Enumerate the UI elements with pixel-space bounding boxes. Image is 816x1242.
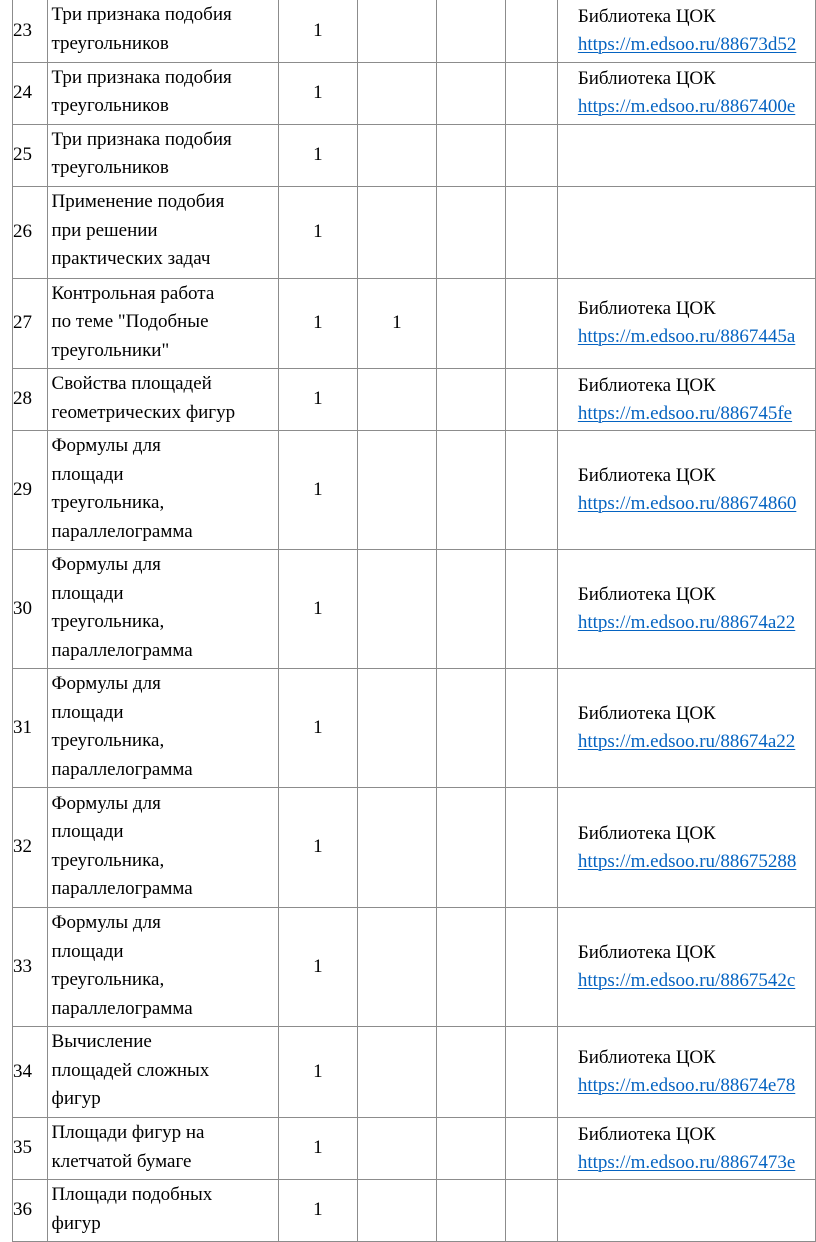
hours-cell xyxy=(278,908,357,1027)
date-cell xyxy=(506,1027,558,1118)
lesson-topic: Формулы для площади треугольника, параллелограмма xyxy=(51,792,193,899)
lesson-topic-cell xyxy=(47,278,278,369)
resource-cell xyxy=(557,788,815,908)
library-label: Библиотека ЦОК xyxy=(577,68,716,89)
control-work-value: 1 xyxy=(392,312,402,333)
practical-work-cell xyxy=(436,1180,505,1242)
hours-cell xyxy=(278,1027,357,1118)
control-work-cell xyxy=(357,0,436,62)
date-cell xyxy=(506,669,558,788)
date-cell xyxy=(506,124,558,186)
resource-link[interactable]: https://m.edsoo.ru/88673d52 xyxy=(577,33,797,55)
resource-link[interactable]: https://m.edsoo.ru/8867542c xyxy=(577,970,796,991)
lesson-number-cell xyxy=(13,62,48,124)
lesson-topic-cell xyxy=(47,124,278,186)
table-row xyxy=(13,0,816,62)
lesson-number: 25 xyxy=(13,143,32,165)
lesson-topic-cell xyxy=(47,431,278,550)
date-cell xyxy=(506,186,558,278)
resource-link[interactable]: https://m.edsoo.ru/886745fe xyxy=(577,402,793,424)
lesson-number-cell xyxy=(13,669,48,788)
lesson-topic: Три признака подобия треугольников xyxy=(51,66,232,116)
practical-work-cell xyxy=(436,908,505,1027)
practical-work-cell xyxy=(436,669,505,788)
lesson-number-cell xyxy=(13,186,48,278)
lesson-number: 31 xyxy=(13,716,32,738)
resource-link[interactable]: https://m.edsoo.ru/88674a22 xyxy=(577,612,796,633)
lesson-number-cell xyxy=(13,431,48,550)
hours-value: 1 xyxy=(313,1137,323,1159)
library-label: Библиотека ЦОК xyxy=(577,1047,716,1068)
control-work-cell xyxy=(357,788,436,908)
date-cell xyxy=(506,369,558,431)
table-row xyxy=(13,186,816,278)
lesson-number: 36 xyxy=(13,1199,32,1221)
date-cell xyxy=(506,62,558,124)
practical-work-cell xyxy=(436,431,505,550)
lesson-topic: Формулы для площади треугольника, параллелограмма xyxy=(51,435,193,542)
practical-work-cell xyxy=(436,186,505,278)
practical-work-cell xyxy=(436,62,505,124)
hours-cell xyxy=(278,124,357,186)
table-row xyxy=(13,669,816,788)
resource-link[interactable]: https://m.edsoo.ru/88674860 xyxy=(577,493,797,514)
lesson-number-cell xyxy=(13,0,48,62)
resource-cell xyxy=(557,1118,815,1180)
table-row xyxy=(13,62,816,124)
control-work-cell xyxy=(357,669,436,788)
control-work-cell xyxy=(357,124,436,186)
lesson-number: 27 xyxy=(13,312,32,333)
hours-value: 1 xyxy=(313,1060,323,1082)
table-row xyxy=(13,1180,816,1242)
lesson-number-cell xyxy=(13,908,48,1027)
hours-value: 1 xyxy=(313,220,323,242)
lesson-topic-cell xyxy=(47,369,278,431)
table-row xyxy=(13,431,816,550)
hours-cell xyxy=(278,186,357,278)
resource-cell xyxy=(557,1027,815,1118)
hours-value: 1 xyxy=(313,312,323,333)
lesson-topic-cell xyxy=(47,1027,278,1118)
hours-cell xyxy=(278,62,357,124)
library-label: Библиотека ЦОК xyxy=(577,1123,716,1145)
date-cell xyxy=(506,1118,558,1180)
hours-value: 1 xyxy=(313,143,323,165)
lesson-number: 28 xyxy=(13,388,32,410)
lesson-number-cell xyxy=(13,278,48,369)
resource-cell xyxy=(557,278,815,369)
date-cell xyxy=(506,0,558,62)
lesson-number: 26 xyxy=(13,220,32,242)
resource-cell xyxy=(557,431,815,550)
lesson-number: 30 xyxy=(13,597,32,619)
hours-value: 1 xyxy=(313,597,323,619)
hours-value: 1 xyxy=(313,955,323,977)
table-row xyxy=(13,278,816,369)
library-label: Библиотека ЦОК xyxy=(577,822,716,844)
hours-value: 1 xyxy=(313,478,323,500)
resource-cell xyxy=(557,124,815,186)
library-label: Библиотека ЦОК xyxy=(577,584,716,605)
lesson-number-cell xyxy=(13,788,48,908)
hours-value: 1 xyxy=(313,388,323,410)
lesson-topic: Три признака подобия треугольников xyxy=(51,128,232,178)
control-work-cell xyxy=(357,1180,436,1242)
lesson-number: 35 xyxy=(13,1137,32,1159)
lesson-topic: Контрольная работа по теме "Подобные треугольники" xyxy=(51,282,215,361)
date-cell xyxy=(506,550,558,669)
practical-work-cell xyxy=(436,369,505,431)
hours-cell xyxy=(278,431,357,550)
hours-cell xyxy=(278,788,357,908)
hours-value: 1 xyxy=(313,19,323,41)
lesson-number-cell xyxy=(13,550,48,669)
resource-cell xyxy=(557,62,815,124)
practical-work-cell xyxy=(436,0,505,62)
control-work-cell xyxy=(357,186,436,278)
lesson-topic-cell xyxy=(47,1118,278,1180)
resource-cell xyxy=(557,550,815,669)
lesson-topic: Формулы для площади треугольника, параллелограмма xyxy=(51,554,193,661)
library-label: Библиотека ЦОК xyxy=(577,942,716,963)
hours-value: 1 xyxy=(313,716,323,738)
resource-cell xyxy=(557,0,815,62)
control-work-cell xyxy=(357,908,436,1027)
control-work-cell xyxy=(357,369,436,431)
practical-work-cell xyxy=(436,1027,505,1118)
control-work-cell xyxy=(357,431,436,550)
lesson-number: 32 xyxy=(13,836,32,858)
resource-cell xyxy=(557,1180,815,1242)
date-cell xyxy=(506,431,558,550)
lesson-number-cell xyxy=(13,124,48,186)
lesson-number-cell xyxy=(13,1118,48,1180)
control-work-cell xyxy=(357,278,436,369)
practical-work-cell xyxy=(436,278,505,369)
lesson-topic: Формулы для площади треугольника, параллелограмма xyxy=(51,912,193,1019)
library-label: Библиотека ЦОК xyxy=(577,374,716,396)
table-row xyxy=(13,788,816,908)
table-row xyxy=(13,369,816,431)
lesson-number: 24 xyxy=(13,81,32,103)
lesson-number-cell xyxy=(13,1180,48,1242)
table-row xyxy=(13,124,816,186)
resource-cell xyxy=(557,669,815,788)
lesson-plan-table xyxy=(12,0,816,1242)
hours-value: 1 xyxy=(313,1199,323,1221)
hours-cell xyxy=(278,669,357,788)
table-row xyxy=(13,1027,816,1118)
lesson-topic: Формулы для площади треугольника, параллелограмма xyxy=(51,673,193,780)
hours-cell xyxy=(278,0,357,62)
resource-cell xyxy=(557,186,815,278)
lesson-topic: Свойства площадей геометрических фигур xyxy=(51,373,236,423)
hours-value: 1 xyxy=(313,81,323,103)
lesson-topic-cell xyxy=(47,62,278,124)
lesson-number: 23 xyxy=(13,19,32,41)
practical-work-cell xyxy=(436,1118,505,1180)
practical-work-cell xyxy=(436,550,505,669)
control-work-cell xyxy=(357,62,436,124)
resource-link[interactable]: https://m.edsoo.ru/88674a22 xyxy=(577,731,796,752)
date-cell xyxy=(506,908,558,1027)
resource-link[interactable]: https://m.edsoo.ru/8867400e xyxy=(577,96,796,117)
table-row xyxy=(13,550,816,669)
library-label: Библиотека ЦОК xyxy=(577,298,716,320)
resource-link[interactable]: https://m.edsoo.ru/8867445a xyxy=(577,326,796,348)
resource-link[interactable]: https://m.edsoo.ru/8867473e xyxy=(577,1151,796,1173)
lesson-topic-cell xyxy=(47,908,278,1027)
control-work-cell xyxy=(357,550,436,669)
lesson-topic: Площади подобных фигур xyxy=(51,1184,213,1234)
control-work-cell xyxy=(357,1027,436,1118)
lesson-topic: Применение подобия при решении практических задач xyxy=(51,191,225,270)
control-work-cell xyxy=(357,1118,436,1180)
lesson-topic: Три признака подобия треугольников xyxy=(51,4,232,54)
hours-cell xyxy=(278,278,357,369)
lesson-topic-cell xyxy=(47,186,278,278)
hours-cell xyxy=(278,1180,357,1242)
hours-value: 1 xyxy=(313,836,323,858)
date-cell xyxy=(506,788,558,908)
table-row xyxy=(13,1118,816,1180)
date-cell xyxy=(506,278,558,369)
lesson-topic-cell xyxy=(47,1180,278,1242)
lesson-number: 29 xyxy=(13,478,32,500)
table-row xyxy=(13,908,816,1027)
lesson-topic-cell xyxy=(47,788,278,908)
date-cell xyxy=(506,1180,558,1242)
lesson-number-cell xyxy=(13,369,48,431)
lesson-topic-cell xyxy=(47,669,278,788)
resource-link[interactable]: https://m.edsoo.ru/88675288 xyxy=(577,850,797,872)
lesson-topic-cell xyxy=(47,0,278,62)
library-label: Библиотека ЦОК xyxy=(577,703,716,724)
hours-cell xyxy=(278,1118,357,1180)
library-label: Библиотека ЦОК xyxy=(577,465,716,486)
practical-work-cell xyxy=(436,788,505,908)
lesson-topic: Вычисление площадей сложных фигур xyxy=(51,1031,210,1110)
resource-cell xyxy=(557,369,815,431)
lesson-topic-cell xyxy=(47,550,278,669)
library-label: Библиотека ЦОК xyxy=(577,5,716,27)
resource-link[interactable]: https://m.edsoo.ru/88674e78 xyxy=(577,1075,796,1096)
lesson-topic: Площади фигур на клетчатой бумаге xyxy=(51,1122,205,1172)
lesson-number-cell xyxy=(13,1027,48,1118)
practical-work-cell xyxy=(436,124,505,186)
hours-cell xyxy=(278,550,357,669)
resource-cell xyxy=(557,908,815,1027)
hours-cell xyxy=(278,369,357,431)
lesson-number: 34 xyxy=(13,1060,32,1082)
lesson-number: 33 xyxy=(13,955,32,977)
